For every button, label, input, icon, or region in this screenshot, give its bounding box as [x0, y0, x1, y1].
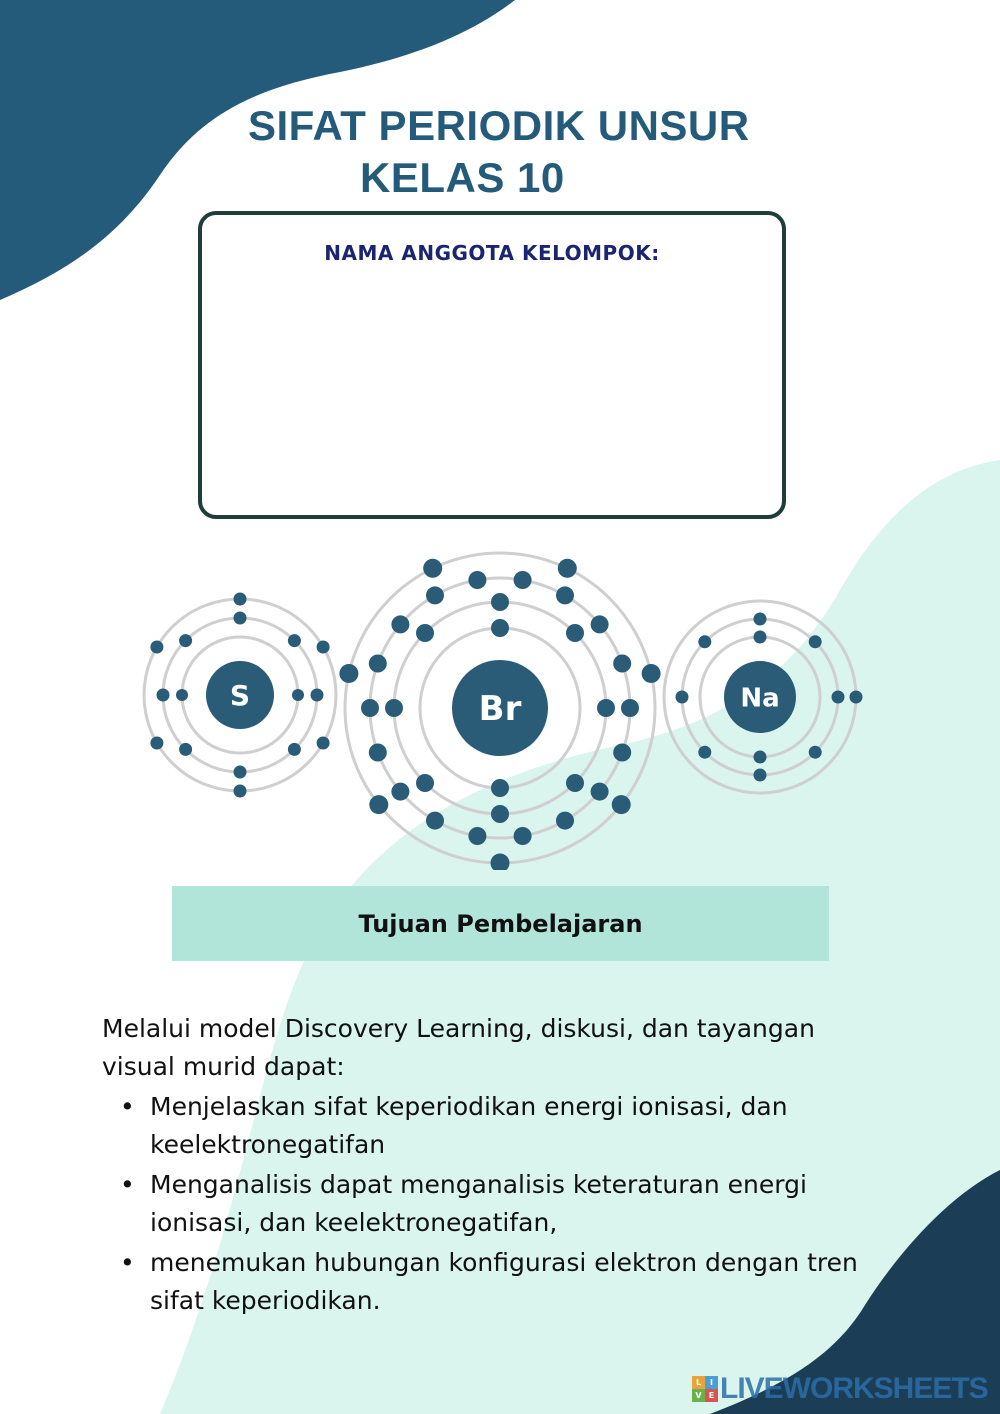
electron-dot — [369, 744, 387, 762]
electron-dot — [292, 689, 304, 701]
electron-dot — [491, 805, 509, 823]
electron-dot — [416, 774, 434, 792]
electron-dot — [754, 751, 767, 764]
electron-dot — [317, 737, 330, 750]
electron-dot — [491, 619, 509, 637]
electron-dot — [514, 571, 532, 589]
electron-dot — [809, 635, 822, 648]
electron-dot — [311, 689, 324, 702]
electron-dot — [385, 699, 403, 717]
logo-letter: I — [705, 1376, 718, 1389]
electron-dot — [613, 744, 631, 762]
electron-dot — [288, 743, 301, 756]
electron-dot — [612, 795, 631, 814]
learning-goals-banner — [172, 886, 829, 961]
electron-dot — [850, 691, 863, 704]
electron-dot — [369, 655, 387, 673]
sulfur-atom — [144, 593, 336, 798]
learning-goals-heading: Tujuan Pembelajaran — [358, 909, 643, 938]
list-item: • Menganalisis dapat menganalisis keteraturan energi ionisasi, dan keelektronegatifan, — [102, 1166, 882, 1242]
sodium-atom — [664, 601, 863, 793]
electron-dot — [426, 812, 444, 830]
electron-dot — [369, 795, 388, 814]
bromine-atom — [339, 553, 660, 870]
group-members-input[interactable] — [226, 279, 758, 495]
electron-dot — [423, 559, 442, 578]
electron-dot — [642, 664, 661, 683]
atom-symbol: Br — [478, 689, 522, 730]
electron-dot — [179, 634, 192, 647]
electron-dot — [754, 769, 767, 782]
electron-dot — [234, 785, 247, 798]
electron-dot — [698, 635, 711, 648]
electron-dot — [754, 631, 767, 644]
electron-dot — [179, 743, 192, 756]
electron-dot — [558, 559, 577, 578]
group-members-box — [198, 211, 786, 519]
electron-dot — [468, 827, 486, 845]
logo-letter: V — [692, 1389, 705, 1402]
electron-dot — [150, 641, 163, 654]
liveworksheets-watermark — [692, 1374, 992, 1404]
electron-dot — [288, 634, 301, 647]
electron-dot — [416, 624, 434, 642]
electron-dot — [391, 615, 409, 633]
logo-letter: L — [692, 1376, 705, 1389]
group-members-label: NAMA ANGGOTA KELOMPOK: — [324, 241, 660, 265]
electron-dot — [234, 766, 247, 779]
electron-dot — [591, 615, 609, 633]
electron-dot — [514, 827, 532, 845]
electron-dot — [832, 691, 845, 704]
title-line-2: KELAS 10 — [360, 154, 565, 201]
electron-dot — [426, 586, 444, 604]
electron-dot — [234, 612, 247, 625]
atom-symbol: S — [229, 679, 251, 713]
electron-dot — [361, 699, 379, 717]
electron-dot — [234, 593, 247, 606]
learning-goals-list — [102, 1088, 882, 1322]
electron-dot — [556, 586, 574, 604]
watermark-text: LIVEWORKSHEETS — [720, 1372, 988, 1405]
electron-dot — [150, 737, 163, 750]
electron-dot — [597, 699, 615, 717]
list-item: • menemukan hubungan konfigurasi elektron dengan tren sifat keperiodikan. — [102, 1244, 882, 1320]
electron-dot — [809, 746, 822, 759]
electron-dot — [491, 779, 509, 797]
atom-diagrams — [0, 540, 1000, 870]
electron-dot — [621, 699, 639, 717]
title-line-1: SIFAT PERIODIK UNSUR — [248, 102, 750, 149]
liveworksheets-logo-icon — [692, 1376, 718, 1402]
electron-dot — [698, 746, 711, 759]
electron-dot — [491, 593, 509, 611]
electron-dot — [556, 812, 574, 830]
electron-dot — [613, 655, 631, 673]
electron-dot — [317, 641, 330, 654]
electron-dot — [676, 691, 689, 704]
electron-dot — [566, 624, 584, 642]
electron-dot — [468, 571, 486, 589]
list-item: • Menjelaskan sifat keperiodikan energi ionisasi, dan keelektronegatifan — [102, 1088, 882, 1164]
atom-symbol: Na — [740, 683, 780, 714]
electron-dot — [176, 689, 188, 701]
electron-dot — [566, 774, 584, 792]
electron-dot — [491, 854, 510, 871]
electron-dot — [339, 664, 358, 683]
electron-dot — [754, 613, 767, 626]
electron-dot — [591, 783, 609, 801]
logo-letter: E — [705, 1389, 718, 1402]
electron-dot — [157, 689, 170, 702]
electron-dot — [391, 783, 409, 801]
learning-goals-intro: Melalui model Discovery Learning, diskusi, dan tayangan visual murid dapat: — [102, 1014, 815, 1081]
